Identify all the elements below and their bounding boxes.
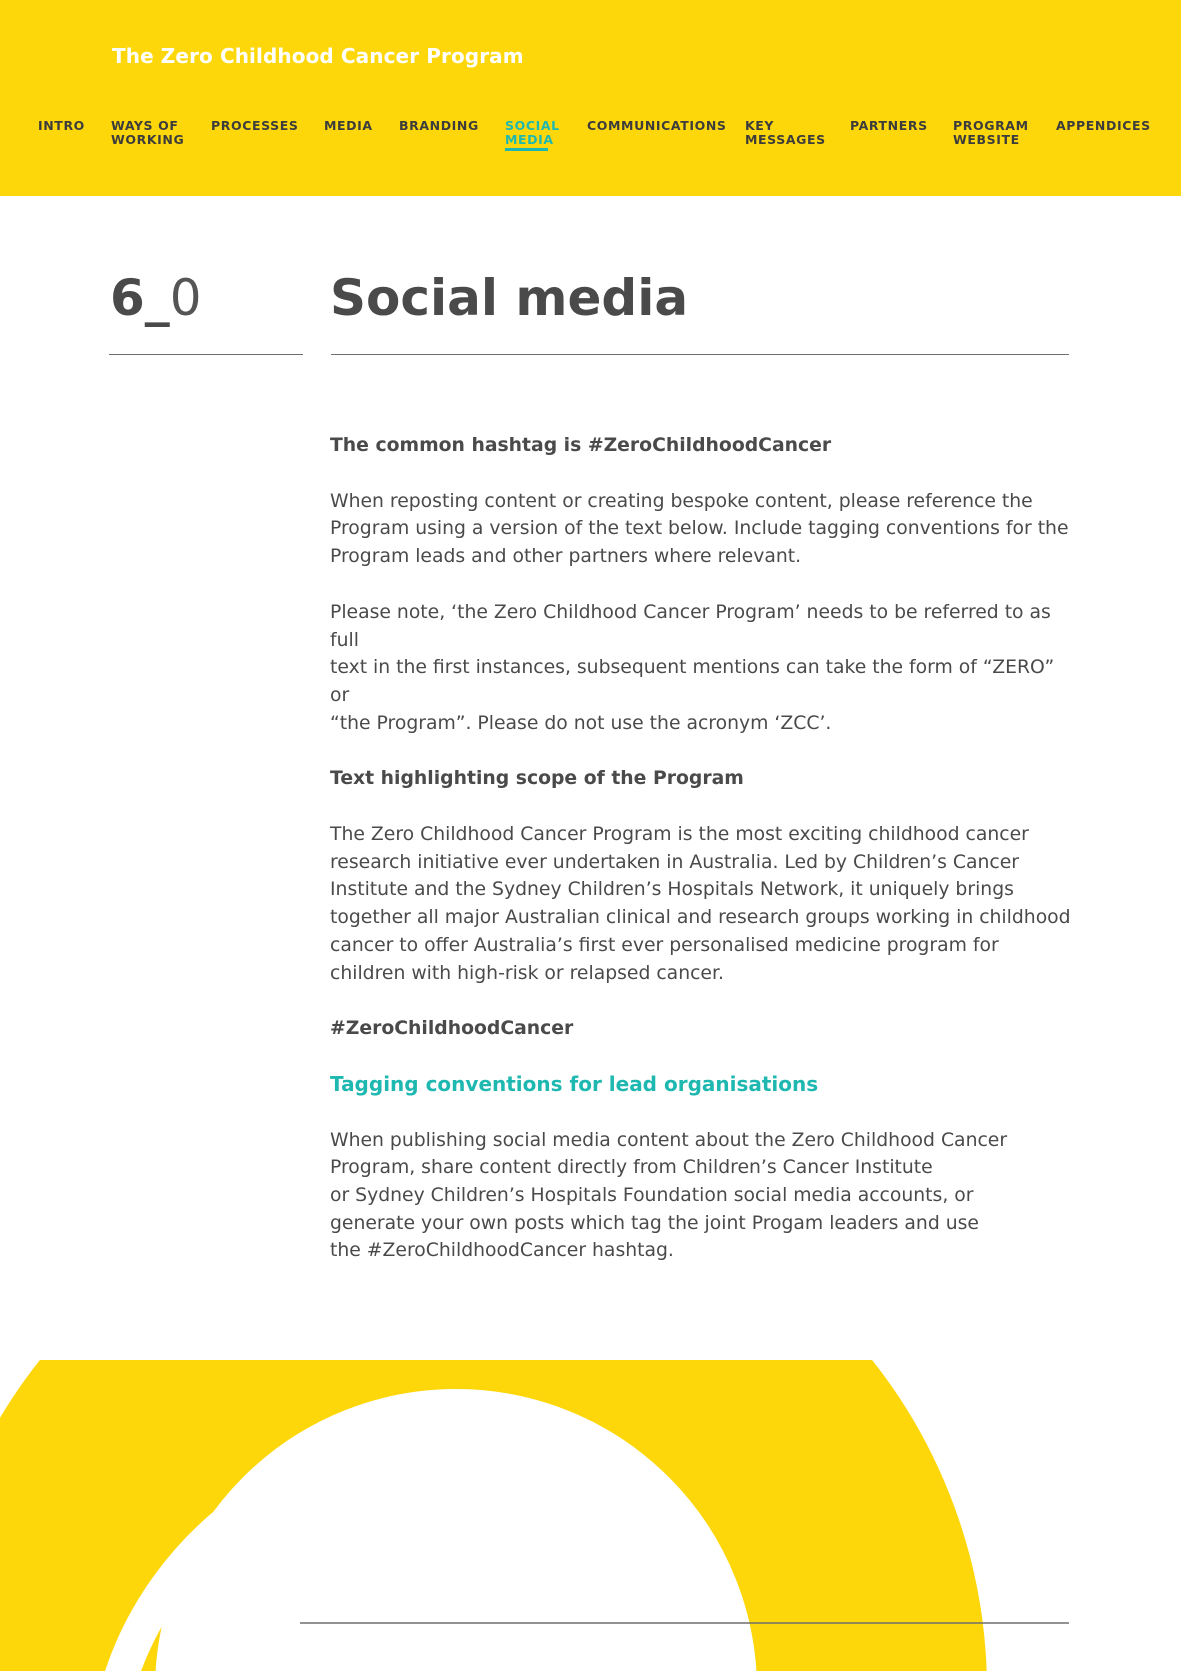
section-number-major: 6: [110, 269, 145, 327]
section-number-minor: 0: [169, 269, 202, 327]
nav-item-processes[interactable]: PROCESSES: [211, 118, 299, 133]
nav-item-ways-of-working[interactable]: WAYS OF WORKING: [111, 118, 185, 147]
nav-item-appendices[interactable]: APPENDICES: [1056, 118, 1151, 133]
scope-heading: Text highlighting scope of the Program: [330, 768, 744, 790]
nav-item-key-messages[interactable]: KEY MESSAGES: [745, 118, 826, 147]
nav-active-indicator: [505, 148, 548, 151]
nav-item-communications[interactable]: COMMUNICATIONS: [587, 118, 727, 133]
nav-item-media[interactable]: MEDIA: [324, 118, 373, 133]
program-title: The Zero Childhood Cancer Program: [112, 44, 524, 68]
body-content: [330, 432, 1075, 1293]
nav-item-social-media[interactable]: SOCIAL MEDIA: [505, 118, 560, 147]
section-number: [110, 267, 202, 329]
header-banner: [0, 0, 1181, 196]
page-title: Social media: [330, 269, 689, 327]
section-number-rule: [109, 354, 303, 355]
paragraph-scope: The Zero Childhood Cancer Program is the most exciting childhood cancer research initiative ever undertaken in Australia. Led by Children’s Cancer Institute and the Sydney Children’s Hospitals Network, it uniquely brings together all major Australian clinical and research groups working in childhood cancer to offer Australia’s first ever personalised medicine program for children with high-risk or relapsed cancer.: [330, 824, 1071, 984]
hashtag-heading: The common hashtag is #ZeroChildhoodCancer: [330, 435, 832, 456]
nav-item-program-website[interactable]: PROGRAM WEBSITE: [953, 118, 1029, 147]
tagging-heading: Tagging conventions for lead organisations: [330, 1071, 819, 1096]
paragraph-reposting: When reposting content or creating bespoke content, please reference the Program using a version of the text below. Include tagging conventions for the Program leads and other partners where relevant.: [330, 490, 1069, 568]
decorative-arc-graphic: [0, 1360, 1181, 1671]
section-number-separator: _: [144, 269, 170, 327]
nav-item-branding[interactable]: BRANDING: [399, 118, 479, 133]
hashtag-text: #ZeroChildhoodCancer: [330, 1018, 574, 1040]
paragraph-tagging: When publishing social media content about the Zero Childhood Cancer Program, share content directly from Children’s Cancer Institute or Sydney Children’s Hospitals Foundation social media accounts, or generate your own posts which tag the joint Progam leaders and use the #ZeroChildhoodCancer hashtag.: [330, 1129, 1008, 1262]
paragraph-naming-note: Please note, ‘the Zero Childhood Cancer Program’ needs to be referred to as full text in the first instances, subsequent mentions can take the form of “ZERO” or “the Program”. Please do not use the acronym ‘ZCC’.: [330, 601, 1055, 734]
nav-item-partners[interactable]: PARTNERS: [850, 118, 928, 133]
nav-item-intro[interactable]: INTRO: [38, 118, 85, 133]
title-rule: [331, 354, 1069, 355]
